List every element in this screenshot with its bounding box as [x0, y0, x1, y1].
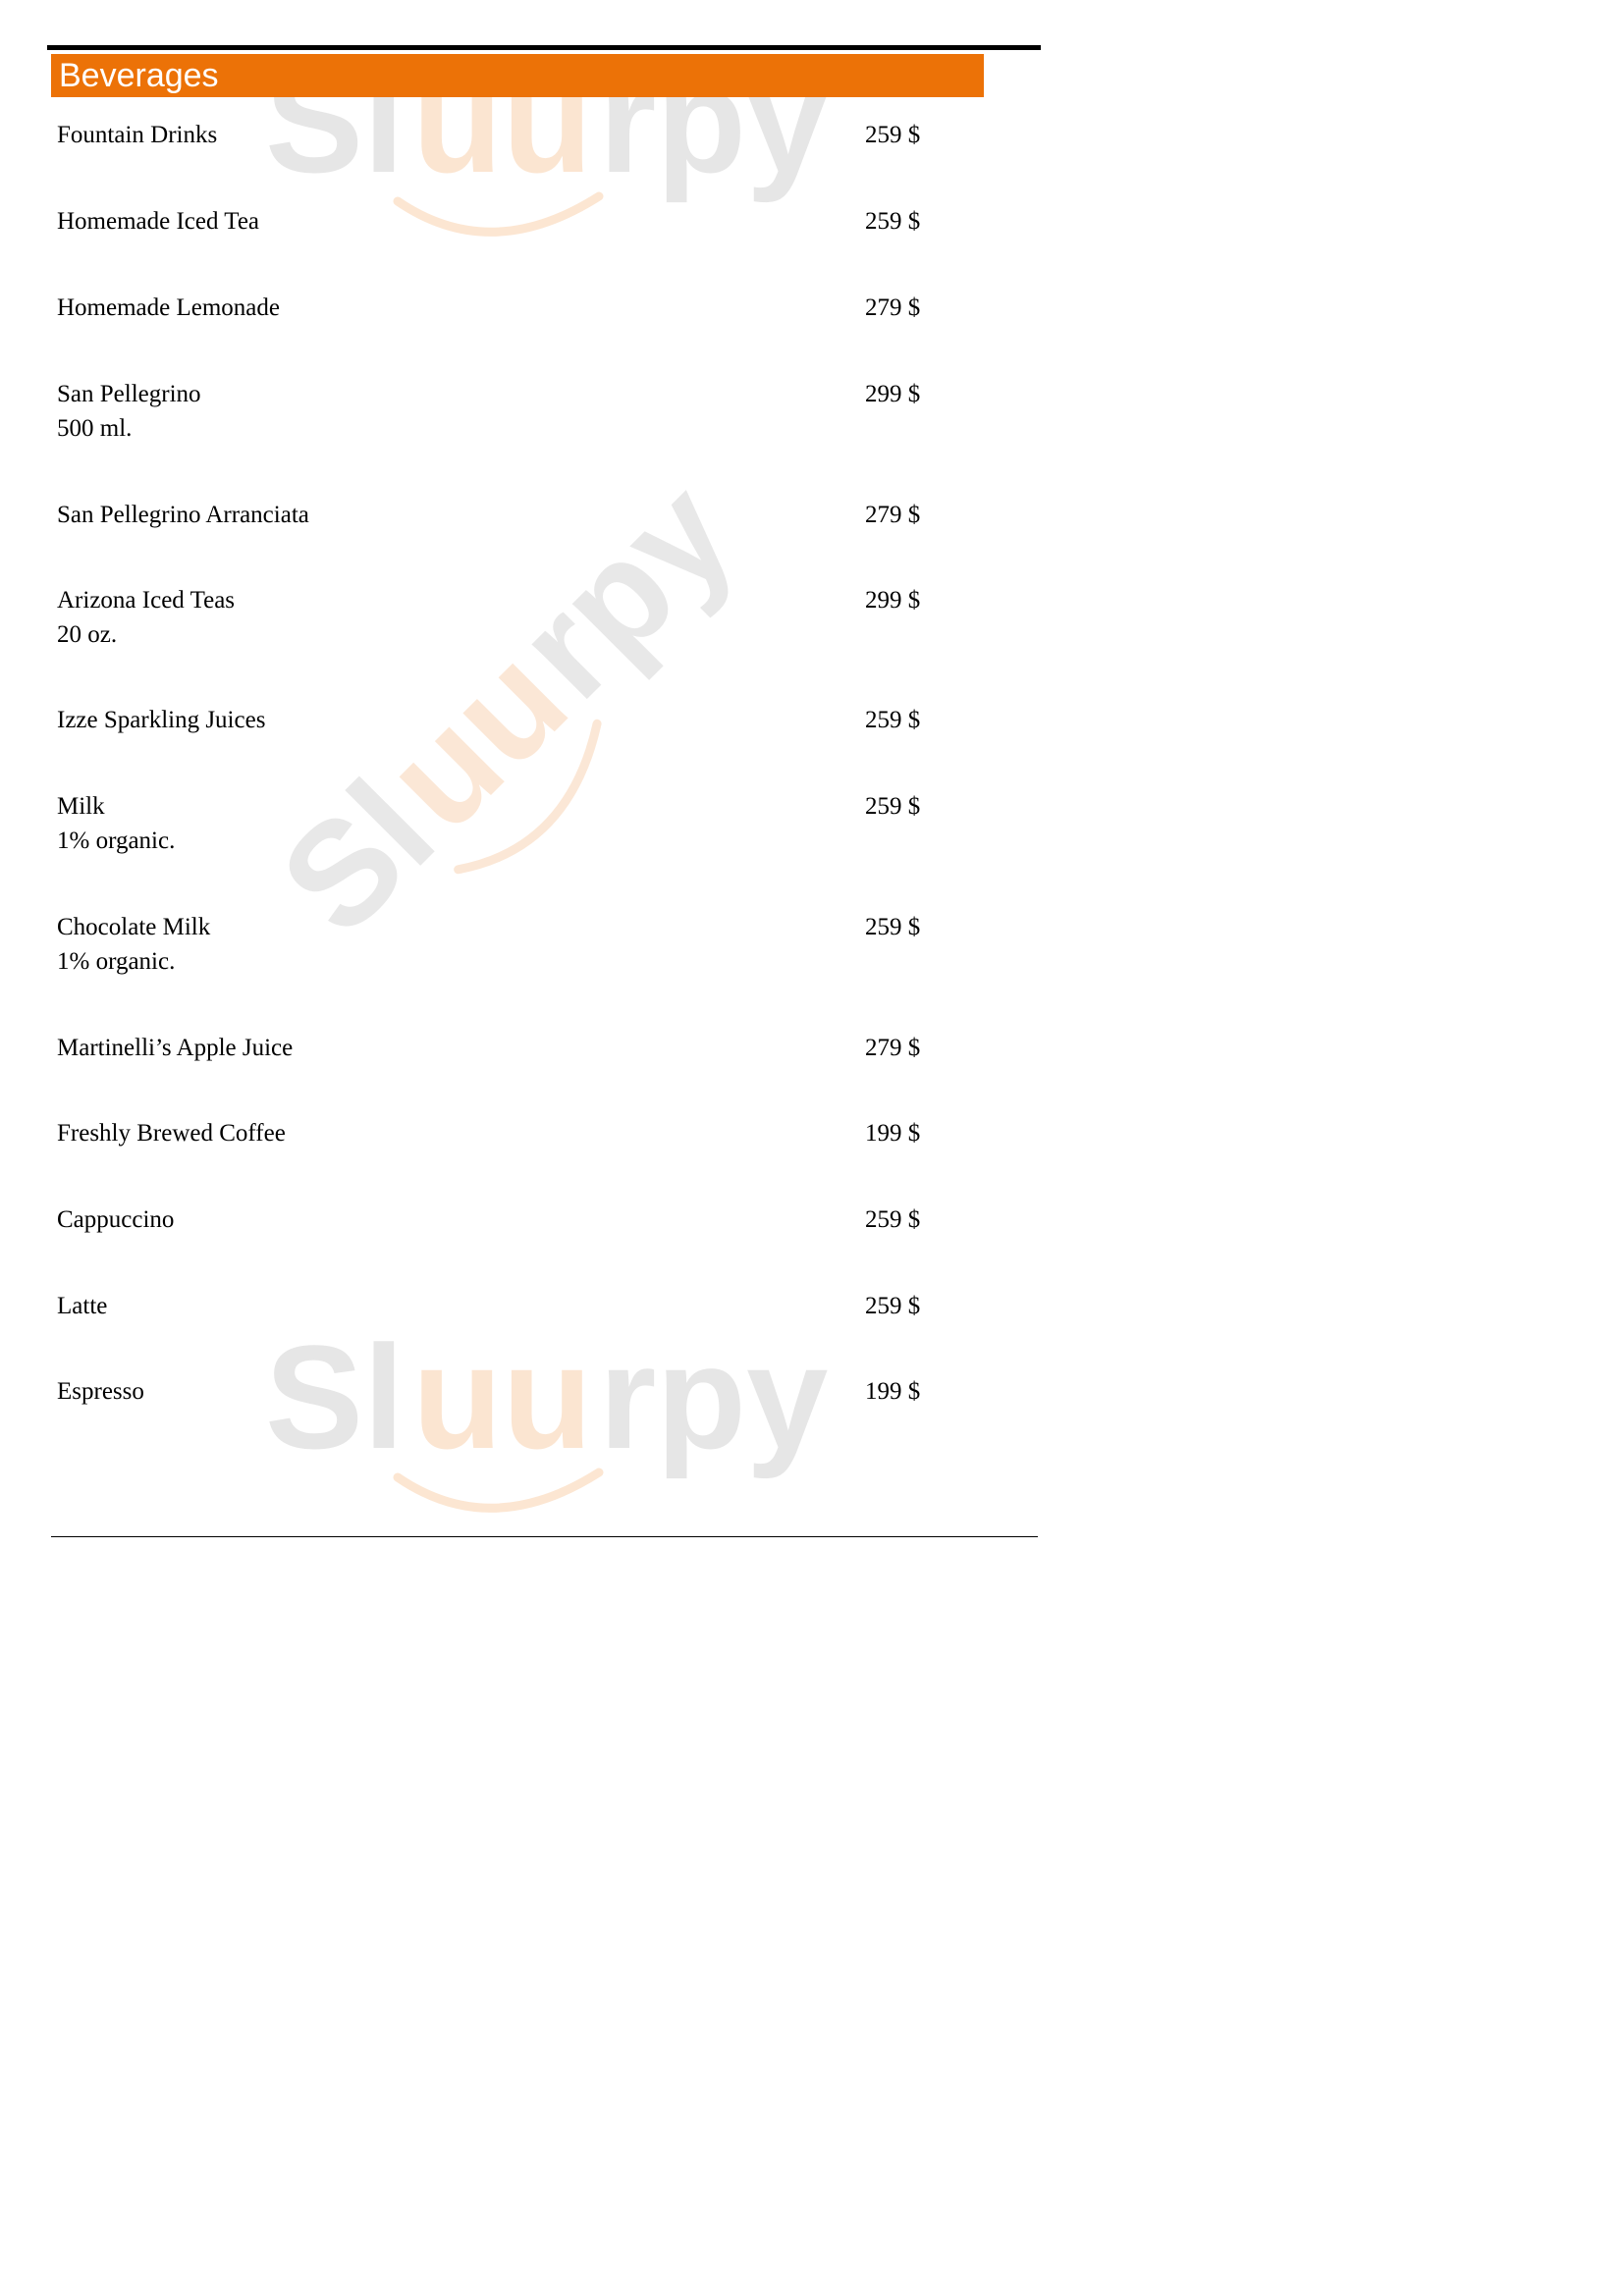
menu-item-price: 259 $: [865, 793, 921, 820]
menu-item-description: 20 oz.: [57, 621, 118, 648]
menu-item-name: Chocolate Milk: [57, 914, 211, 940]
menu-item-price: 259 $: [865, 1206, 921, 1233]
menu-item-price: 259 $: [865, 208, 921, 235]
sluurpy-watermark-logo: [265, 1315, 835, 1531]
menu-item-name: Homemade Iced Tea: [57, 208, 260, 235]
top-divider: [47, 45, 1041, 50]
menu-item-name: San Pellegrino: [57, 381, 201, 407]
menu-item-name: Freshly Brewed Coffee: [57, 1120, 286, 1147]
svg-text:Sl: Sl: [265, 38, 405, 203]
sluurpy-watermark-logo: [248, 450, 835, 982]
menu-item-name: Espresso: [57, 1378, 144, 1405]
menu-item-name: Arizona Iced Teas: [57, 587, 236, 614]
menu-item-price: 299 $: [865, 381, 921, 407]
menu-item-price: 259 $: [865, 914, 921, 940]
menu-item-price: 259 $: [865, 707, 921, 733]
svg-text:rpy: rpy: [599, 38, 829, 203]
section-header: [51, 54, 984, 97]
section-title: Beverages: [59, 57, 219, 94]
menu-item-name: Fountain Drinks: [57, 122, 218, 148]
menu-item-description: 1% organic.: [57, 948, 176, 975]
menu-item-price: 259 $: [865, 122, 921, 148]
menu-item-name: Martinelli’s Apple Juice: [57, 1035, 294, 1061]
menu-item-price: 259 $: [865, 1293, 921, 1319]
svg-text:Sl: Sl: [265, 1314, 405, 1479]
bottom-divider: [51, 1536, 1038, 1537]
svg-text:Sl: Sl: [248, 749, 464, 965]
svg-text:rpy: rpy: [599, 1314, 829, 1479]
menu-item-price: 199 $: [865, 1378, 921, 1405]
menu-item-description: 1% organic.: [57, 828, 176, 854]
menu-item-price: 299 $: [865, 587, 921, 614]
svg-text:uu: uu: [412, 1314, 593, 1479]
menu-item-name: Homemade Lemonade: [57, 294, 280, 321]
menu-item-name: Izze Sparkling Juices: [57, 707, 266, 733]
menu-item-name: Latte: [57, 1293, 108, 1319]
menu-item-name: Cappuccino: [57, 1206, 175, 1233]
menu-item-name: Milk: [57, 793, 105, 820]
svg-text:rpy: rpy: [485, 450, 765, 729]
svg-text:uu: uu: [412, 38, 593, 203]
menu-item-description: 500 ml.: [57, 415, 133, 442]
menu-page: [0, 0, 1082, 1539]
menu-item-price: 279 $: [865, 502, 921, 528]
menu-item-price: 279 $: [865, 1035, 921, 1061]
svg-text:uu: uu: [352, 616, 598, 861]
menu-item-price: 279 $: [865, 294, 921, 321]
menu-item-price: 199 $: [865, 1120, 921, 1147]
menu-item-name: San Pellegrino Arranciata: [57, 502, 309, 528]
